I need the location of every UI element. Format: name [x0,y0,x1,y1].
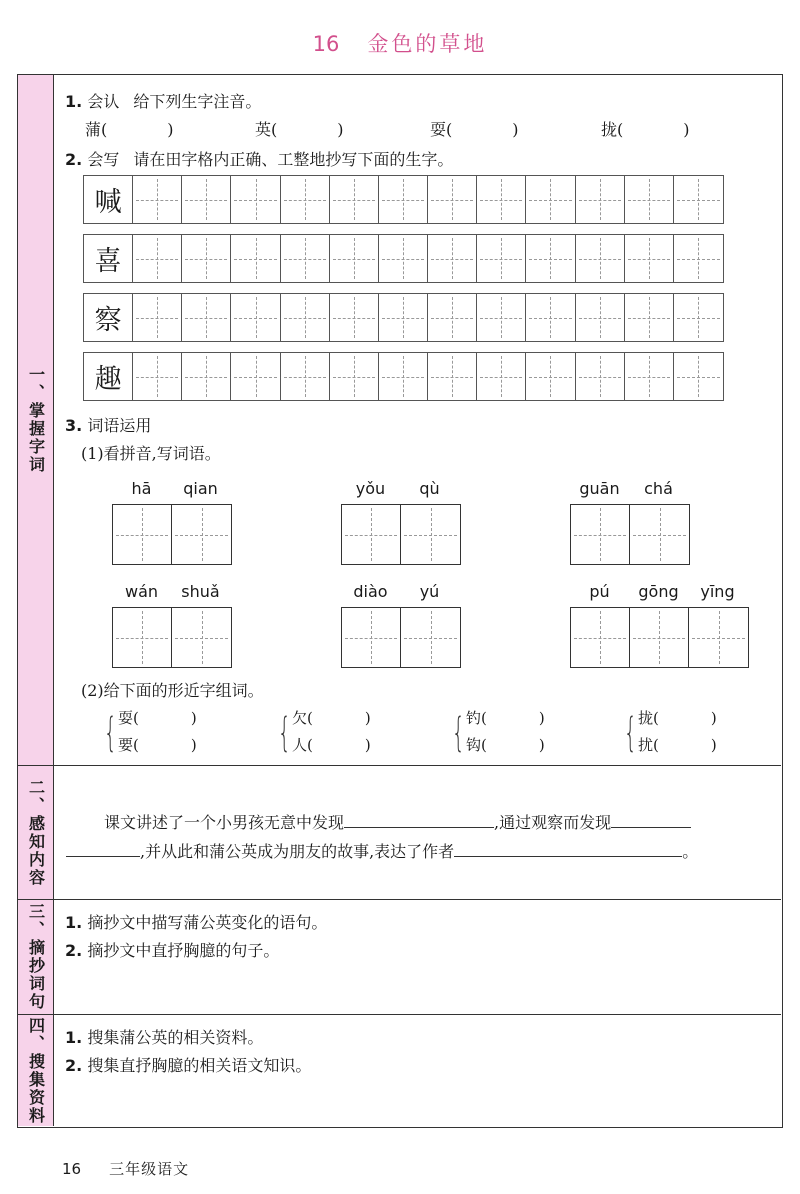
q1-char-1: 蒲( ) [85,120,174,139]
section-excerpt [18,900,781,1015]
q1-char-2: 英( ) [255,120,344,139]
pinyin-syllable: qù [419,479,440,498]
q1-line [65,89,261,112]
writing-grid-row-3[interactable] [83,293,724,342]
footer-subject: 三年级语文 [109,1160,190,1178]
pinyin-answer-box[interactable] [341,504,461,565]
section-collect-materials [18,1015,781,1126]
q1-char-3: 耍( ) [430,120,519,139]
pinyin-syllable: guān [579,479,620,498]
pinyin-syllable: wán [124,582,159,601]
blank-2-cont[interactable] [66,841,140,857]
q1-label: 会认 [87,92,120,111]
q2-label: 会写 [87,150,120,169]
pinyin-answer-box[interactable] [341,607,461,668]
pinyin-syllable: chá [644,479,673,498]
grid-model-char: 喜 [84,235,133,282]
section-content-perception [18,766,781,900]
q3-sub2: (2)给下面的形近字组词。 [81,681,264,700]
q1-instruction: 给下列生字注音。 [133,92,262,111]
section-3-sidebar [18,900,54,1014]
pinyin-syllable: yǒu [355,479,386,498]
q3-title: 词语运用 [87,416,152,435]
pinyin-syllable: diào [353,582,388,601]
q2-line [65,147,453,170]
grid-model-char: 察 [84,294,133,341]
summary-line-2: ,并从此和蒲公英成为朋友的故事,表达了作者 。 [66,839,698,862]
pinyin-answer-box[interactable] [112,607,232,668]
section-2-sidebar [18,766,54,899]
grid-model-char: 趣 [84,353,133,400]
pinyin-syllable: hā [131,479,152,498]
section-4-label: 四、搜集资料 [26,1016,46,1125]
pinyin-syllable: yú [419,582,440,601]
section-1-sidebar [18,75,54,765]
excerpt-q2: 2. 摘抄文中直抒胸臆的句子。 [65,941,280,960]
pinyin-syllable: shuǎ [181,582,220,601]
collect-q1: 1. 搜集蒲公英的相关资料。 [65,1028,264,1047]
q3-line [65,413,151,436]
section-3-label: 三、摘抄词句 [26,903,46,1011]
footer-page-number: 16 [62,1160,82,1178]
q3-number: 3. [65,416,83,435]
writing-grid-row-2[interactable] [83,234,724,283]
section-1-label: 一、掌握字词 [26,366,46,474]
writing-grid-row-4[interactable] [83,352,724,401]
lesson-title: 金色的草地 [367,32,488,56]
grid-model-char: 喊 [84,176,133,223]
pinyin-answer-box[interactable] [112,504,232,565]
pinyin-syllable: qian [183,479,218,498]
blank-3[interactable] [454,841,682,857]
blank-2[interactable] [611,812,691,828]
worksheet-frame [17,74,783,1128]
page-footer [62,1158,189,1179]
q2-instruction: 请在田字格内正确、工整地抄写下面的生字。 [133,150,454,169]
writing-grid-row-1[interactable] [83,175,724,224]
excerpt-q1: 1. 摘抄文中描写蒲公英变化的语句。 [65,913,328,932]
q3-sub1: (1)看拼音,写词语。 [81,444,221,463]
pinyin-answer-box[interactable] [570,504,690,565]
blank-1[interactable] [344,812,494,828]
pinyin-syllable: pú [589,582,610,601]
q2-number: 2. [65,150,83,169]
summary-line-1: 课文讲述了一个小男孩无意中发现 ,通过观察而发现 [104,810,691,833]
lesson-number: 16 [312,32,340,56]
collect-q2: 2. 搜集直抒胸臆的相关语文知识。 [65,1056,312,1075]
q1-number: 1. [65,92,83,111]
pinyin-syllable: gōng [638,582,679,601]
pinyin-answer-box[interactable] [570,607,749,668]
section-4-sidebar [18,1015,54,1126]
section-2-label: 二、感知内容 [26,778,46,887]
pinyin-syllable: yīng [700,582,735,601]
q1-char-4: 拢( ) [601,120,690,139]
page-title [0,28,800,58]
section-master-words: 一、掌握字词 1. 会认 给下列生字注音。 蒲( ) 英( ) 耍( ) 拢( ) 2. 会写 请在田字格内正确、工整地抄写下面的生字。 喊 喜 察 趣 3. 词语运用 (1)看拼音,写词语。 hā qian yǒu qù guān chá wán shuǎ diào yú pú gōng yīng (2)给下面的形近字组词。 { 耍( ) 要( ) { 欠( ) 人( ) { 钓( ) 钩( ) { 拢( ) 扰( ) [18,75,781,766]
